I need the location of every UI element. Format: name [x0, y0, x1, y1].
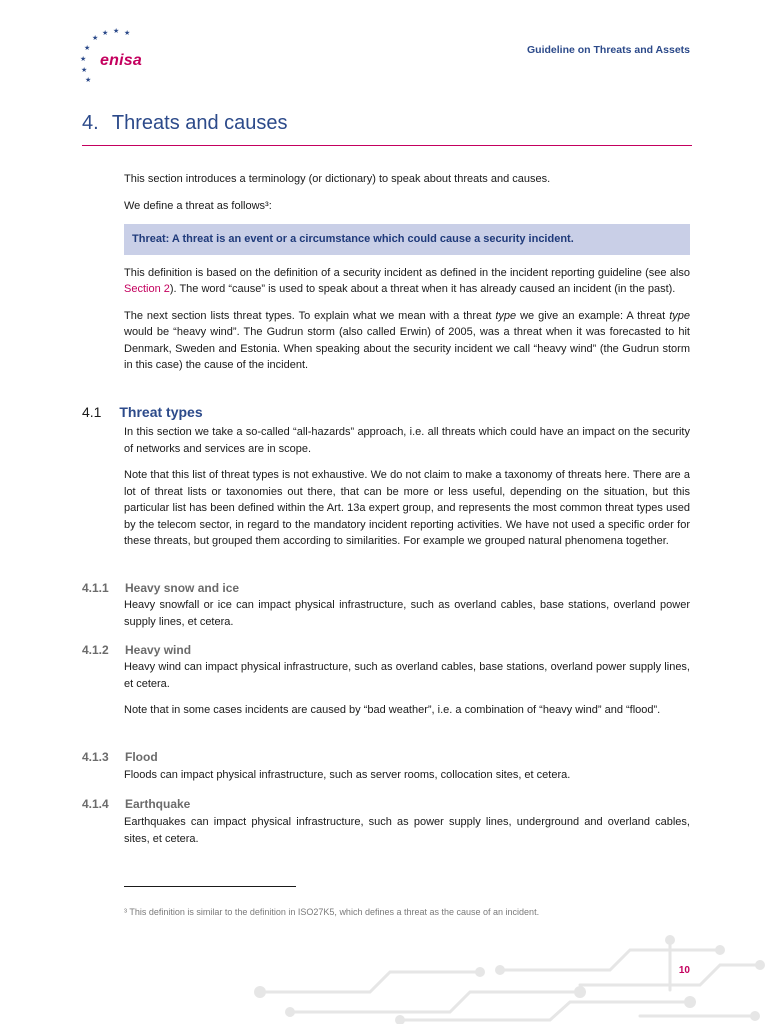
- paragraph: Note that in some cases incidents are caused by “bad weather”, i.e. a combination of “heavy wind” and “flood”.: [124, 704, 661, 716]
- paragraph: In this section we take a so-called “all-hazards” approach, i.e. all threats which could have an impact on the security of networks and services are in scope.: [124, 426, 690, 455]
- page-number: 10: [678, 965, 690, 976]
- subsection-number: 4.1.4: [82, 797, 109, 811]
- paragraph: [124, 308, 690, 374]
- emphasis: type: [495, 309, 517, 322]
- circuit-decoration-icon: [250, 930, 768, 1024]
- subsection-title: Earthquake: [125, 797, 191, 811]
- text-span: The next section lists threat types. To explain what we mean with a threat: [124, 309, 496, 322]
- header-title: Guideline on Threats and Assets: [527, 44, 690, 56]
- text-span: This definition is based on the definition of a security incident as defined in the incident reporting guideline (see also: [124, 266, 690, 279]
- svg-text:★: ★: [124, 29, 131, 37]
- svg-text:★: ★: [81, 66, 88, 74]
- paragraph: This section introduces a terminology (or dictionary) to speak about threats and causes.: [124, 173, 551, 185]
- text-span: we give an example: A threat: [516, 309, 670, 322]
- svg-text:★: ★: [80, 55, 87, 63]
- paragraph: [124, 265, 690, 298]
- subsection-number: 4.1.2: [82, 643, 109, 657]
- subsection-heading: [82, 750, 158, 764]
- section-body: [124, 424, 690, 560]
- subsection-body: [124, 659, 690, 729]
- svg-text:★: ★: [113, 28, 120, 35]
- svg-text:★: ★: [92, 34, 99, 42]
- footnote: ³ This definition is similar to the definition in ISO27K5, which defines a threat as the cause of an incident.: [124, 907, 540, 917]
- subsection-number: 4.1.1: [82, 581, 109, 595]
- subsection-body: [124, 814, 690, 857]
- paragraph: Heavy snowfall or ice can impact physical infrastructure, such as overland cables, base stations, overland power supply lines, et cetera.: [124, 599, 690, 628]
- definition-box: Threat: A threat is an event or a circumstance which could cause a security incident.: [124, 224, 690, 255]
- section-heading: [82, 404, 203, 420]
- paragraph: Earthquakes can impact physical infrastructure, such as power supply lines, underground and overland cables, sites, et cetera.: [124, 816, 690, 845]
- chapter-heading: [82, 112, 692, 146]
- subsection-heading: [82, 581, 239, 595]
- text-span: would be “heavy wind”. The Gudrun storm (also called Erwin) of 2005, was a threat when it was forecasted to hit Denmark, Sweden and Estonia. When speaking about the security incident we call “heavy wind” (the Gudrun storm in this case) the cause of the incident.: [124, 326, 690, 371]
- subsection-title: Heavy snow and ice: [125, 581, 240, 595]
- subsection-title: Flood: [125, 750, 158, 764]
- chapter-number: 4.: [82, 112, 99, 134]
- subsection-heading: [82, 643, 191, 657]
- subsection-heading: [82, 797, 190, 811]
- logo-text: enisa: [100, 52, 142, 69]
- subsection-number: 4.1.3: [82, 750, 109, 764]
- paragraph: Note that this list of threat types is not exhaustive. We do not claim to make a taxonomy of threats here. There are a lot of threat lists or taxonomies out there, that can be more or less useful, depending on the situation, but this particular list has been defined within the Art. 13a expert group, and represents the most common threat types used by the telecom sector, in regard to the mandatory incident reporting activities. We have not used a specific order for these threats, but grouped them according to similarities. For example we grouped natural phenomena together.: [124, 469, 690, 547]
- text-span: ). The word “cause” is used to speak about a threat when it has already caused an incident (in the past).: [169, 283, 676, 295]
- footnote-divider: [124, 886, 296, 887]
- chapter-title: Threats and causes: [111, 112, 288, 134]
- emphasis: type: [669, 309, 690, 322]
- svg-text:★: ★: [85, 76, 92, 84]
- paragraph: Heavy wind can impact physical infrastructure, such as overland cables, base stations, overland power supply lines, et cetera.: [124, 661, 690, 690]
- section-number: 4.1: [82, 404, 102, 420]
- section-link[interactable]: Section 2: [124, 283, 170, 295]
- paragraph: Floods can impact physical infrastructure, such as server rooms, collocation sites, et cetera.: [124, 769, 571, 781]
- svg-text:★: ★: [84, 44, 91, 52]
- subsection-body: [124, 597, 690, 640]
- svg-text:★: ★: [102, 29, 109, 37]
- subsection-body: [124, 767, 690, 794]
- paragraph: We define a threat as follows³:: [124, 199, 272, 212]
- subsection-title: Heavy wind: [125, 643, 192, 657]
- section-title: Threat types: [119, 404, 203, 420]
- intro-body: [124, 171, 690, 384]
